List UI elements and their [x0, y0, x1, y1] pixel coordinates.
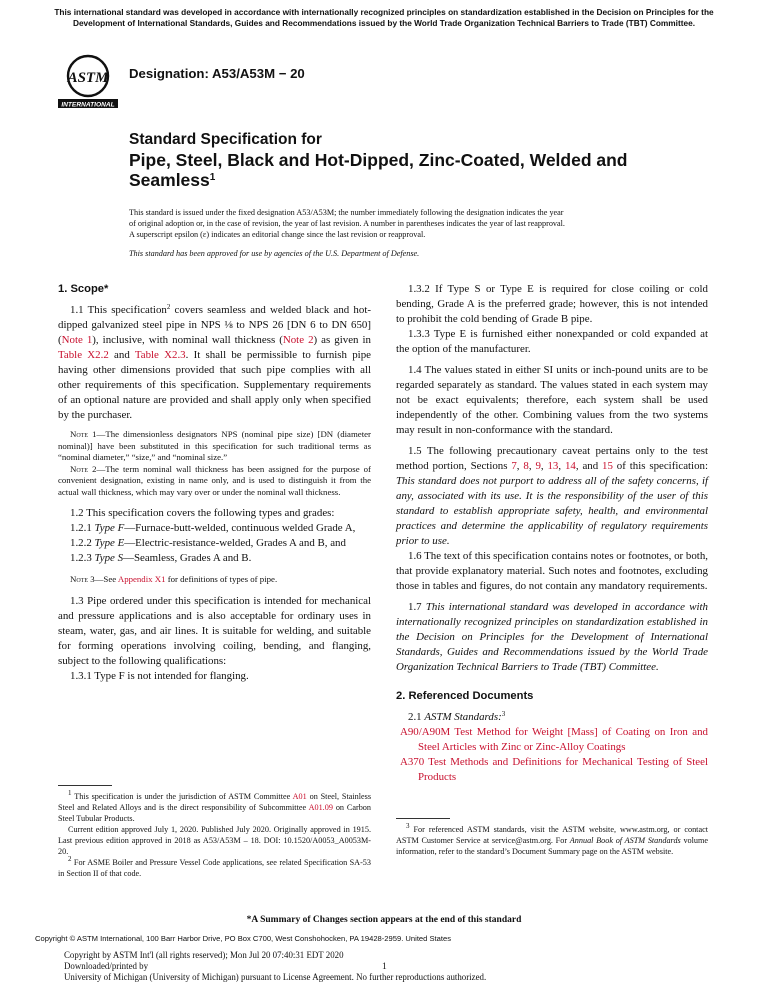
page-title: [129, 130, 729, 190]
issuance-line-2: of original adoption or, in the case of revision, the year of last revision. A number in parentheses indicates the year of last reapproval.: [129, 219, 565, 228]
p122b: —Electric-resistance-welded, Grades A and B, and: [124, 537, 346, 549]
fn3i: Annual Book of ASTM Standards: [569, 836, 681, 845]
note-3: [58, 574, 371, 586]
footnote-ref-3: 3: [501, 710, 506, 718]
section-heading-scope: 1. Scope*: [58, 283, 109, 295]
link-committee-a01[interactable]: A01: [292, 792, 307, 801]
section-heading-referenced-documents: 2. Referenced Documents: [396, 690, 534, 702]
dod-approval-notice: This standard has been approved for use by agencies of the U.S. Department of Defense.: [129, 249, 420, 258]
p17a: 1.7: [408, 601, 426, 613]
note-2: [58, 464, 371, 499]
fn1-sup: 1: [68, 789, 72, 797]
note-1-label: Note: [70, 429, 89, 439]
link-section-8[interactable]: 8: [523, 460, 529, 472]
para-1-5: [396, 444, 708, 549]
para-1-1: [58, 303, 371, 423]
footnote-1-edition: Current edition approved July 1, 2020. Published July 2020. Originally approved in 1915. Last previous edition approved in 2018 as A53/A53M – 18. DOI: 10.1520/A0053_A0053M-20.: [58, 825, 371, 856]
para-1-2-3: [58, 551, 371, 566]
p123b: —Seamless, Grades A and B.: [123, 552, 252, 564]
download-line-2: Downloaded/printed by: [64, 961, 149, 971]
link-section-15[interactable]: 15: [602, 460, 613, 472]
p11c: ), inclusive, with nominal wall thickness (: [92, 334, 283, 346]
p17i: This international standard was developed in accordance with internationally recognized principles on standardization established in the Decision on Principles for the Development of International Standards, Guides and Recommendations issued by the World Trade Organization Technical Barriers to Trade (TBT) Committee.: [396, 601, 708, 673]
link-section-13[interactable]: 13: [547, 460, 559, 472]
download-notice: [64, 950, 564, 983]
fn1b: on Steel, Stainless Steel and Related Alloys and is the direct responsibility of Subcommittee: [58, 792, 372, 812]
note-3-a: 3—See: [88, 574, 118, 584]
left-footnotes: [58, 785, 371, 879]
p121i: Type F: [94, 522, 125, 534]
para-1-2-2: [58, 536, 371, 551]
footnote-2: [58, 857, 371, 879]
footnote-3: [396, 824, 708, 857]
note-2-text: 2—The term nominal wall thickness has been assigned for the purpose of convenient designation, existing in name only, and is used to distinguish it from the actual wall thickness, which may vary over or under the nominal wall thickness.: [58, 463, 371, 497]
para-1-2: 1.2 This specification covers the following types and grades:: [70, 507, 335, 519]
link-a370-title[interactable]: Test Methods and Definitions for Mechanical Testing of Steel Products: [418, 756, 708, 783]
title-line-1: Standard Specification for: [129, 131, 322, 148]
p121b: —Furnace-butt-welded, continuous welded Grade A,: [124, 522, 356, 534]
fn3a: For referenced ASTM standards, visit the ASTM website, www.astm.org, or contact ASTM Customer Service at service@astm.org. For: [396, 825, 708, 845]
p11e: and: [108, 349, 135, 361]
astm-logo-icon: [58, 53, 118, 109]
c1: ,: [516, 460, 524, 472]
link-note-2[interactable]: Note 2: [282, 334, 314, 346]
note-3-label: Note: [70, 574, 89, 584]
logo-sub: INTERNATIONAL: [61, 101, 115, 109]
p11d: ) as given in: [313, 334, 371, 346]
link-subcommittee-a01-09[interactable]: A01.09: [308, 803, 333, 812]
logo-mark: ASTM: [67, 70, 109, 86]
right-column: [396, 282, 708, 785]
p122a: 1.2.2: [70, 537, 95, 549]
c3: ,: [540, 460, 548, 472]
p123i: Type S: [94, 552, 124, 564]
banner-line-1: This international standard was developed in accordance with internationally recognized principles on standardization established in the Decision on Principles for the: [54, 7, 714, 17]
title-footnote-ref: 1: [209, 172, 216, 183]
footnote-1: [58, 791, 371, 824]
reference-a370: [396, 755, 708, 785]
footnote-ref-2: 2: [166, 303, 171, 311]
p11a: 1.1 This specification: [70, 304, 167, 316]
page-number: 1: [382, 962, 387, 972]
fn2-sup: 2: [68, 855, 72, 863]
download-line-3: University of Michigan (University of Michigan) pursuant to License Agreement. No further reproductions authorized.: [64, 972, 487, 982]
right-footnotes: [396, 818, 708, 857]
tbt-banner: [28, 7, 740, 28]
reference-a90: [396, 725, 708, 755]
summary-of-changes-notice: *A Summary of Changes section appears at the end of this standard: [246, 915, 522, 925]
link-a370[interactable]: A370: [400, 756, 425, 768]
p121a: 1.2.1: [70, 522, 95, 534]
para-1-3-2: 1.3.2 If Type S or Type E is required for close coiling or cold bending, Grade A is the preferred grade; however, this is not intended to prohibit the cold bending of Grade B pipe.: [396, 283, 708, 325]
left-column: [58, 282, 371, 684]
banner-line-2: Development of International Standards, Guides and Recommendations issued by the World Trade Organization Technical Barriers to Trade (TBT) Committee.: [72, 17, 696, 28]
link-a90-a90m[interactable]: A90/A90M: [400, 726, 451, 738]
p21a: 2.1: [408, 711, 425, 723]
fn3b: volume information, refer to the standard’s Document Summary page on the ASTM website.: [396, 836, 709, 856]
issuance-notice: [129, 207, 719, 240]
p15b: of this specification:: [612, 460, 708, 472]
copyright-line: Copyright © ASTM International, 100 Barr Harbor Drive, PO Box C700, West Conshohocken, PA 19428-2959. United States: [35, 934, 452, 943]
para-1-3-1: 1.3.1 Type F is not intended for flanging.: [70, 669, 249, 682]
para-1-3: 1.3 Pipe ordered under this specification is intended for mechanical and pressure applications and is also acceptable for ordinary uses in steam, water, gas, and air lines. It is suitable for welding, and suitable for forming operations involving coiling, bending, and flanging, subject to the following qualifications:: [58, 594, 371, 667]
note-2-label: Note: [70, 463, 89, 474]
c4: ,: [558, 460, 565, 472]
title-line-3-text: Seamless: [129, 170, 210, 190]
link-a90-title[interactable]: Test Method for Weight [Mass] of Coating on Iron and Steel Articles with Zinc or Zinc-Alloy Coatings: [418, 726, 708, 753]
footnote-rule: [58, 785, 112, 786]
link-table-x2-2[interactable]: Table X2.2: [58, 349, 109, 361]
para-1-7: [396, 600, 708, 675]
title-line-3: [129, 170, 729, 190]
link-section-14[interactable]: 14: [564, 460, 576, 472]
p122i: Type E: [94, 537, 125, 549]
title-line-2: Pipe, Steel, Black and Hot-Dipped, Zinc-Coated, Welded and: [129, 150, 628, 170]
p21i: ASTM Standards:: [424, 711, 502, 723]
note-3-b: for definitions of types of pipe.: [165, 574, 278, 584]
footnote-rule-right: [396, 818, 450, 819]
p15i: This standard does not purport to address all of the safety concerns, if any, associated with its use. It is the responsibility of the user of this standard to establish appropriate safety, health, and environmental practices and determine the applicability of regulatory requirements prior to use.: [396, 475, 708, 547]
para-2-1: [396, 710, 708, 725]
p123a: 1.2.3: [70, 552, 95, 564]
link-note-1[interactable]: Note 1: [61, 334, 93, 346]
fn2-text: For ASME Boiler and Pressure Vessel Code applications, see related Specification SA-53 in Section II of that code.: [58, 858, 371, 878]
designation: Designation: A53/A53M − 20: [129, 66, 305, 81]
para-1-4: 1.4 The values stated in either SI units or inch-pound units are to be regarded separately as standard. The values stated in each system may not be exact equivalents; therefore, each system shall be used independently of the other. Combining values from the two systems may result in non-conformance with the standard.: [396, 364, 708, 436]
issuance-line-1: This standard is issued under the fixed designation A53/A53M; the number immediately following the designation indicates the year: [129, 208, 564, 217]
p11f: . It shall be permissible to furnish pipe having other dimensions provided that such pipe complies with all other requirements of this specification. Supplementary requirements of an optional nature are provided and shall apply only when specified by the purchaser.: [58, 349, 371, 421]
fn3-sup: 3: [406, 822, 410, 830]
para-1-2-1: [58, 521, 371, 536]
issuance-line-3: A superscript epsilon (ε) indicates an editorial change since the last revision or reapproval.: [129, 230, 426, 239]
link-section-7[interactable]: 7: [511, 460, 517, 472]
para-1-6: 1.6 The text of this specification contains notes or footnotes, or both, that provide explanatory material. Such notes and footnotes, excluding those in tables and figures, do not contain any mandatory requirements.: [396, 550, 708, 592]
download-line-1: Copyright by ASTM Int'l (all rights reserved); Mon Jul 20 07:40:31 EDT 2020: [64, 950, 344, 960]
link-appendix-x1[interactable]: Appendix X1: [117, 574, 166, 584]
link-section-9[interactable]: 9: [535, 460, 541, 472]
fn1a: This specification is under the jurisdiction of ASTM Committee: [71, 792, 293, 801]
p15a: 1.5 The following precautionary caveat pertains only to the test method portion, Sections: [396, 445, 708, 472]
fn1c: on Carbon Steel Tubular Products.: [58, 803, 371, 823]
c5: , and: [575, 460, 603, 472]
link-table-x2-3[interactable]: Table X2.3: [134, 349, 186, 361]
note-1-text: 1—The dimensionless designators NPS (nominal pipe size) [DN (diameter nominal)] have been substituted in this specification for such traditional terms as “nominal diameter,” “size,” and “nominal size.”: [58, 429, 371, 462]
note-1: [58, 429, 371, 464]
p11b: covers seamless and welded black and hot-dipped galvanized steel pipe in NPS ⅛ to NPS 26 [DN 6 to DN 650] (: [58, 304, 371, 346]
para-1-3-3: 1.3.3 Type E is furnished either nonexpanded or cold expanded at the option of the manufacturer.: [396, 328, 708, 355]
c2: ,: [528, 460, 536, 472]
